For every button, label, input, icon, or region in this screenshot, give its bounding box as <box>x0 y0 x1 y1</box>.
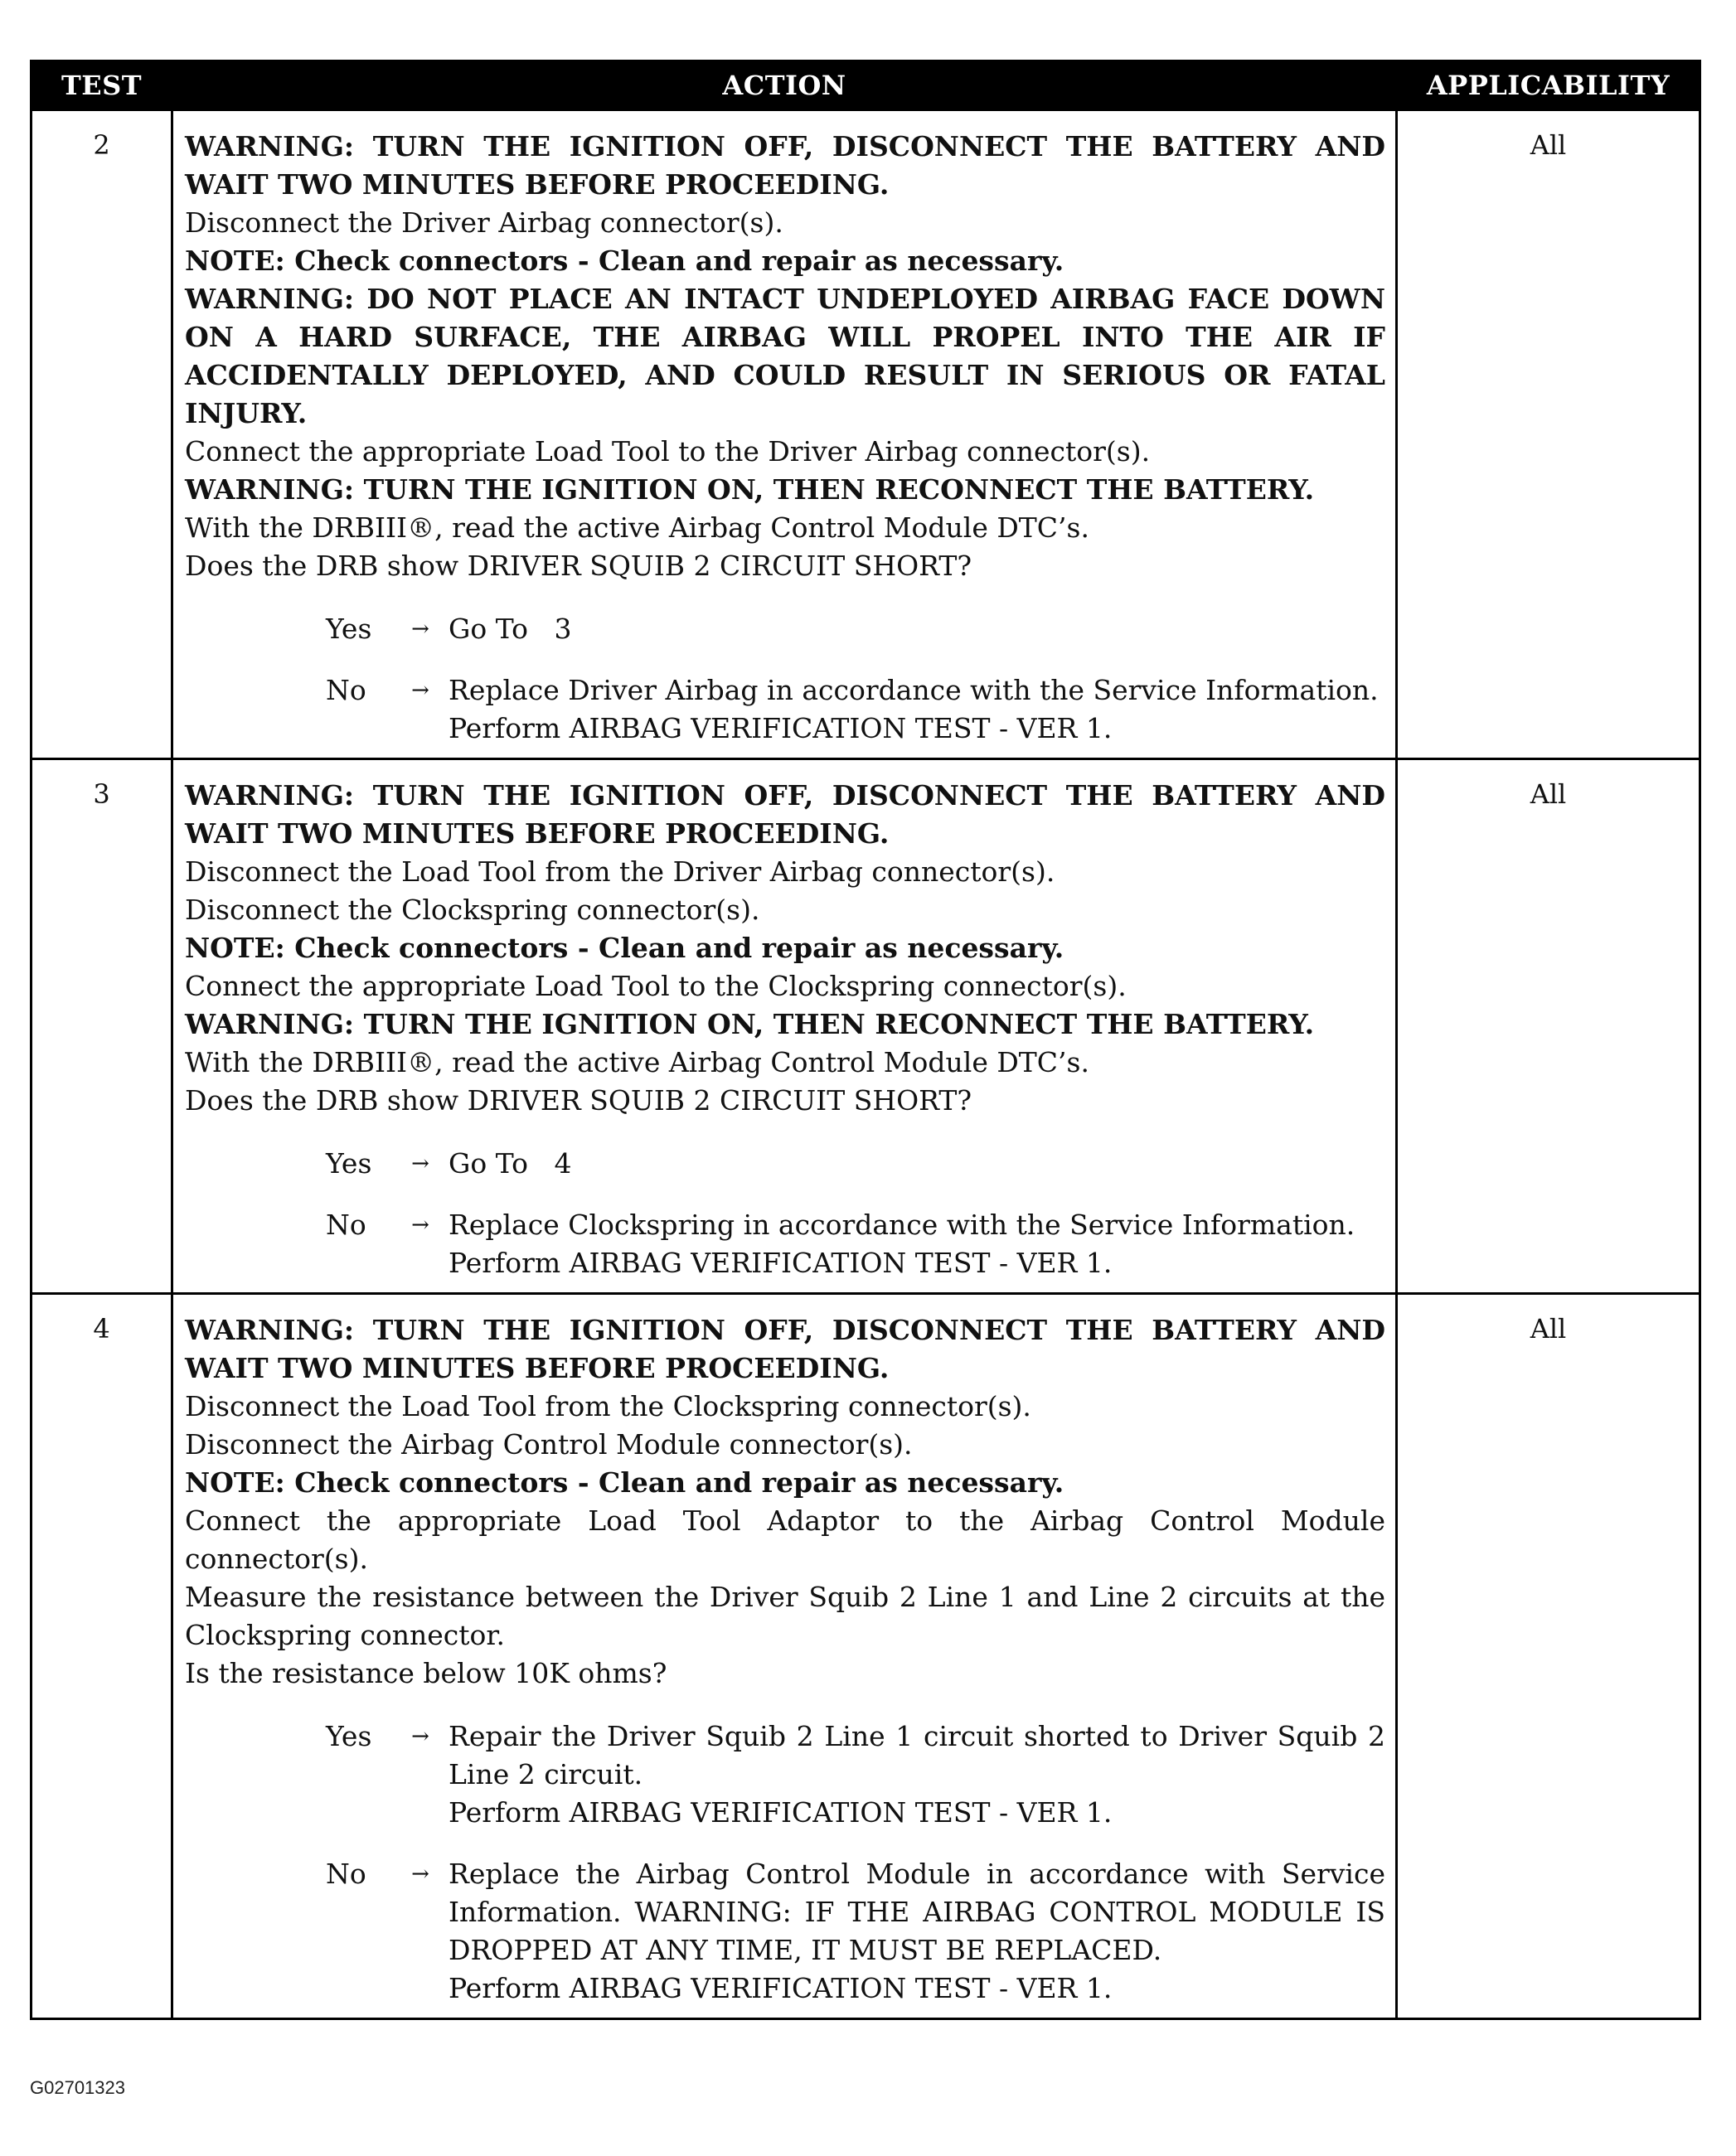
branch-yes <box>326 1145 1385 1183</box>
arrow-right-icon: → <box>411 617 429 642</box>
branch-result-line: Perform AIRBAG VERIFICATION TEST - VER 1. <box>449 712 1113 744</box>
header-action: ACTION <box>172 61 1397 110</box>
header-test: TEST <box>32 61 172 110</box>
warning-text: NOTE: Check connectors - Clean and repair as necessary. <box>185 1466 1064 1499</box>
test-row <box>32 1294 1700 2019</box>
instruction-text: Disconnect the Clockspring connector(s). <box>185 894 760 926</box>
arrow-right-icon: → <box>411 1151 429 1176</box>
test-number: 3 <box>32 759 172 1294</box>
instruction-text: Does the DRB show DRIVER SQUIB 2 CIRCUIT SHORT? <box>185 1084 972 1117</box>
branch-result-line: Go To 3 <box>449 613 572 645</box>
test-row <box>32 110 1700 759</box>
arrow-right-icon: → <box>411 1724 429 1749</box>
warning-text: NOTE: Check connectors - Clean and repair as necessary. <box>185 245 1064 277</box>
branch-no <box>326 671 1385 748</box>
test-number: 4 <box>32 1294 172 2019</box>
warning-text: WARNING: TURN THE IGNITION ON, THEN RECONNECT THE BATTERY. <box>185 473 1315 506</box>
branch-result-line: Perform AIRBAG VERIFICATION TEST - VER 1. <box>449 1247 1113 1279</box>
table-body <box>32 110 1700 2019</box>
decision-branches <box>185 1718 1394 2008</box>
warning-text: WARNING: TURN THE IGNITION OFF, DISCONNECT THE BATTERY AND WAIT TWO MINUTES BEFORE PROCEEDING. <box>185 779 1385 850</box>
test-row <box>32 759 1700 1294</box>
warning-text: WARNING: TURN THE IGNITION OFF, DISCONNECT THE BATTERY AND WAIT TWO MINUTES BEFORE PROCEEDING. <box>185 130 1385 201</box>
applicability-value: All <box>1397 110 1700 759</box>
instruction-text: Connect the appropriate Load Tool to the Driver Airbag connector(s). <box>185 435 1151 468</box>
branch-result-line: Perform AIRBAG VERIFICATION TEST - VER 1. <box>449 1796 1113 1829</box>
branch-result <box>449 1206 1385 1282</box>
decision-branches <box>185 610 1385 748</box>
table-header-row <box>32 61 1700 110</box>
instruction-text: Is the resistance below 10K ohms? <box>185 1657 667 1689</box>
warning-text: WARNING: DO NOT PLACE AN INTACT UNDEPLOYED AIRBAG FACE DOWN ON A HARD SURFACE, THE AIRBAG WILL PROPEL INTO THE AIR IF ACCIDENTALLY DEPLOYED, AND COULD RESULT IN SERIOUS OR FATAL INJURY. <box>185 283 1385 429</box>
branch-label: No <box>326 1858 366 1890</box>
action-cell <box>172 110 1397 759</box>
branch-label: Yes <box>326 613 372 645</box>
test-number: 2 <box>32 110 172 759</box>
applicability-value: All <box>1397 1294 1700 2019</box>
instruction-text: With the DRBIII®, read the active Airbag Control Module DTC’s. <box>185 1046 1089 1078</box>
branch-label: Yes <box>326 1147 372 1180</box>
branch-result <box>449 671 1385 748</box>
branch-result-line: Replace the Airbag Control Module in accordance with Service Information. WARNING: IF THE AIRBAG CONTROL MODULE IS DROPPED AT ANY TIME, IT MUST BE REPLACED. <box>449 1858 1394 1966</box>
instruction-text: With the DRBIII®, read the active Airbag Control Module DTC’s. <box>185 511 1089 544</box>
instruction-text: Connect the appropriate Load Tool Adaptor to the Airbag Control Module connector(s). <box>185 1504 1385 1575</box>
header-applicability: APPLICABILITY <box>1397 61 1700 110</box>
branch-result <box>449 1145 1385 1183</box>
warning-text: NOTE: Check connectors - Clean and repair as necessary. <box>185 932 1064 964</box>
diagnostic-test-table <box>30 60 1701 2020</box>
instruction-text: Does the DRB show DRIVER SQUIB 2 CIRCUIT SHORT? <box>185 550 972 582</box>
branch-result-line: Replace Clockspring in accordance with the Service Information. <box>449 1209 1355 1241</box>
instruction-text: Measure the resistance between the Driver Squib 2 Line 1 and Line 2 circuits at the Clockspring connector. <box>185 1581 1385 1651</box>
instruction-text: Connect the appropriate Load Tool to the Clockspring connector(s). <box>185 970 1127 1002</box>
branch-label: No <box>326 1209 366 1241</box>
instruction-text: Disconnect the Load Tool from the Driver Airbag connector(s). <box>185 855 1055 888</box>
applicability-value: All <box>1397 759 1700 1294</box>
instruction-text: Disconnect the Driver Airbag connector(s). <box>185 206 783 239</box>
branch-yes <box>326 1718 1394 1832</box>
decision-branches <box>185 1145 1385 1282</box>
branch-result-line: Perform AIRBAG VERIFICATION TEST - VER 1. <box>449 1972 1113 2004</box>
branch-result <box>449 1855 1394 2008</box>
instruction-text: Disconnect the Airbag Control Module connector(s). <box>185 1428 913 1461</box>
branch-result-line: Repair the Driver Squib 2 Line 1 circuit shorted to Driver Squib 2 Line 2 circuit. <box>449 1720 1394 1790</box>
branch-no <box>326 1206 1385 1282</box>
arrow-right-icon: → <box>411 1862 429 1887</box>
branch-result-line: Go To 4 <box>449 1147 572 1180</box>
action-cell <box>172 1294 1397 2019</box>
branch-label: No <box>326 674 366 706</box>
branch-result <box>449 1718 1394 1832</box>
instruction-text: Disconnect the Load Tool from the Clockspring connector(s). <box>185 1390 1031 1422</box>
branch-result-line: Replace Driver Airbag in accordance with the Service Information. <box>449 674 1379 706</box>
action-cell <box>172 759 1397 1294</box>
arrow-right-icon: → <box>411 678 429 703</box>
figure-id: G02701323 <box>30 2077 125 2098</box>
branch-no <box>326 1855 1394 2008</box>
arrow-right-icon: → <box>411 1213 429 1238</box>
warning-text: WARNING: TURN THE IGNITION OFF, DISCONNECT THE BATTERY AND WAIT TWO MINUTES BEFORE PROCEEDING. <box>185 1314 1385 1384</box>
procedure-page <box>30 60 1701 2020</box>
branch-result <box>449 610 1385 648</box>
branch-label: Yes <box>326 1720 372 1752</box>
branch-yes <box>326 610 1385 648</box>
warning-text: WARNING: TURN THE IGNITION ON, THEN RECONNECT THE BATTERY. <box>185 1008 1315 1040</box>
